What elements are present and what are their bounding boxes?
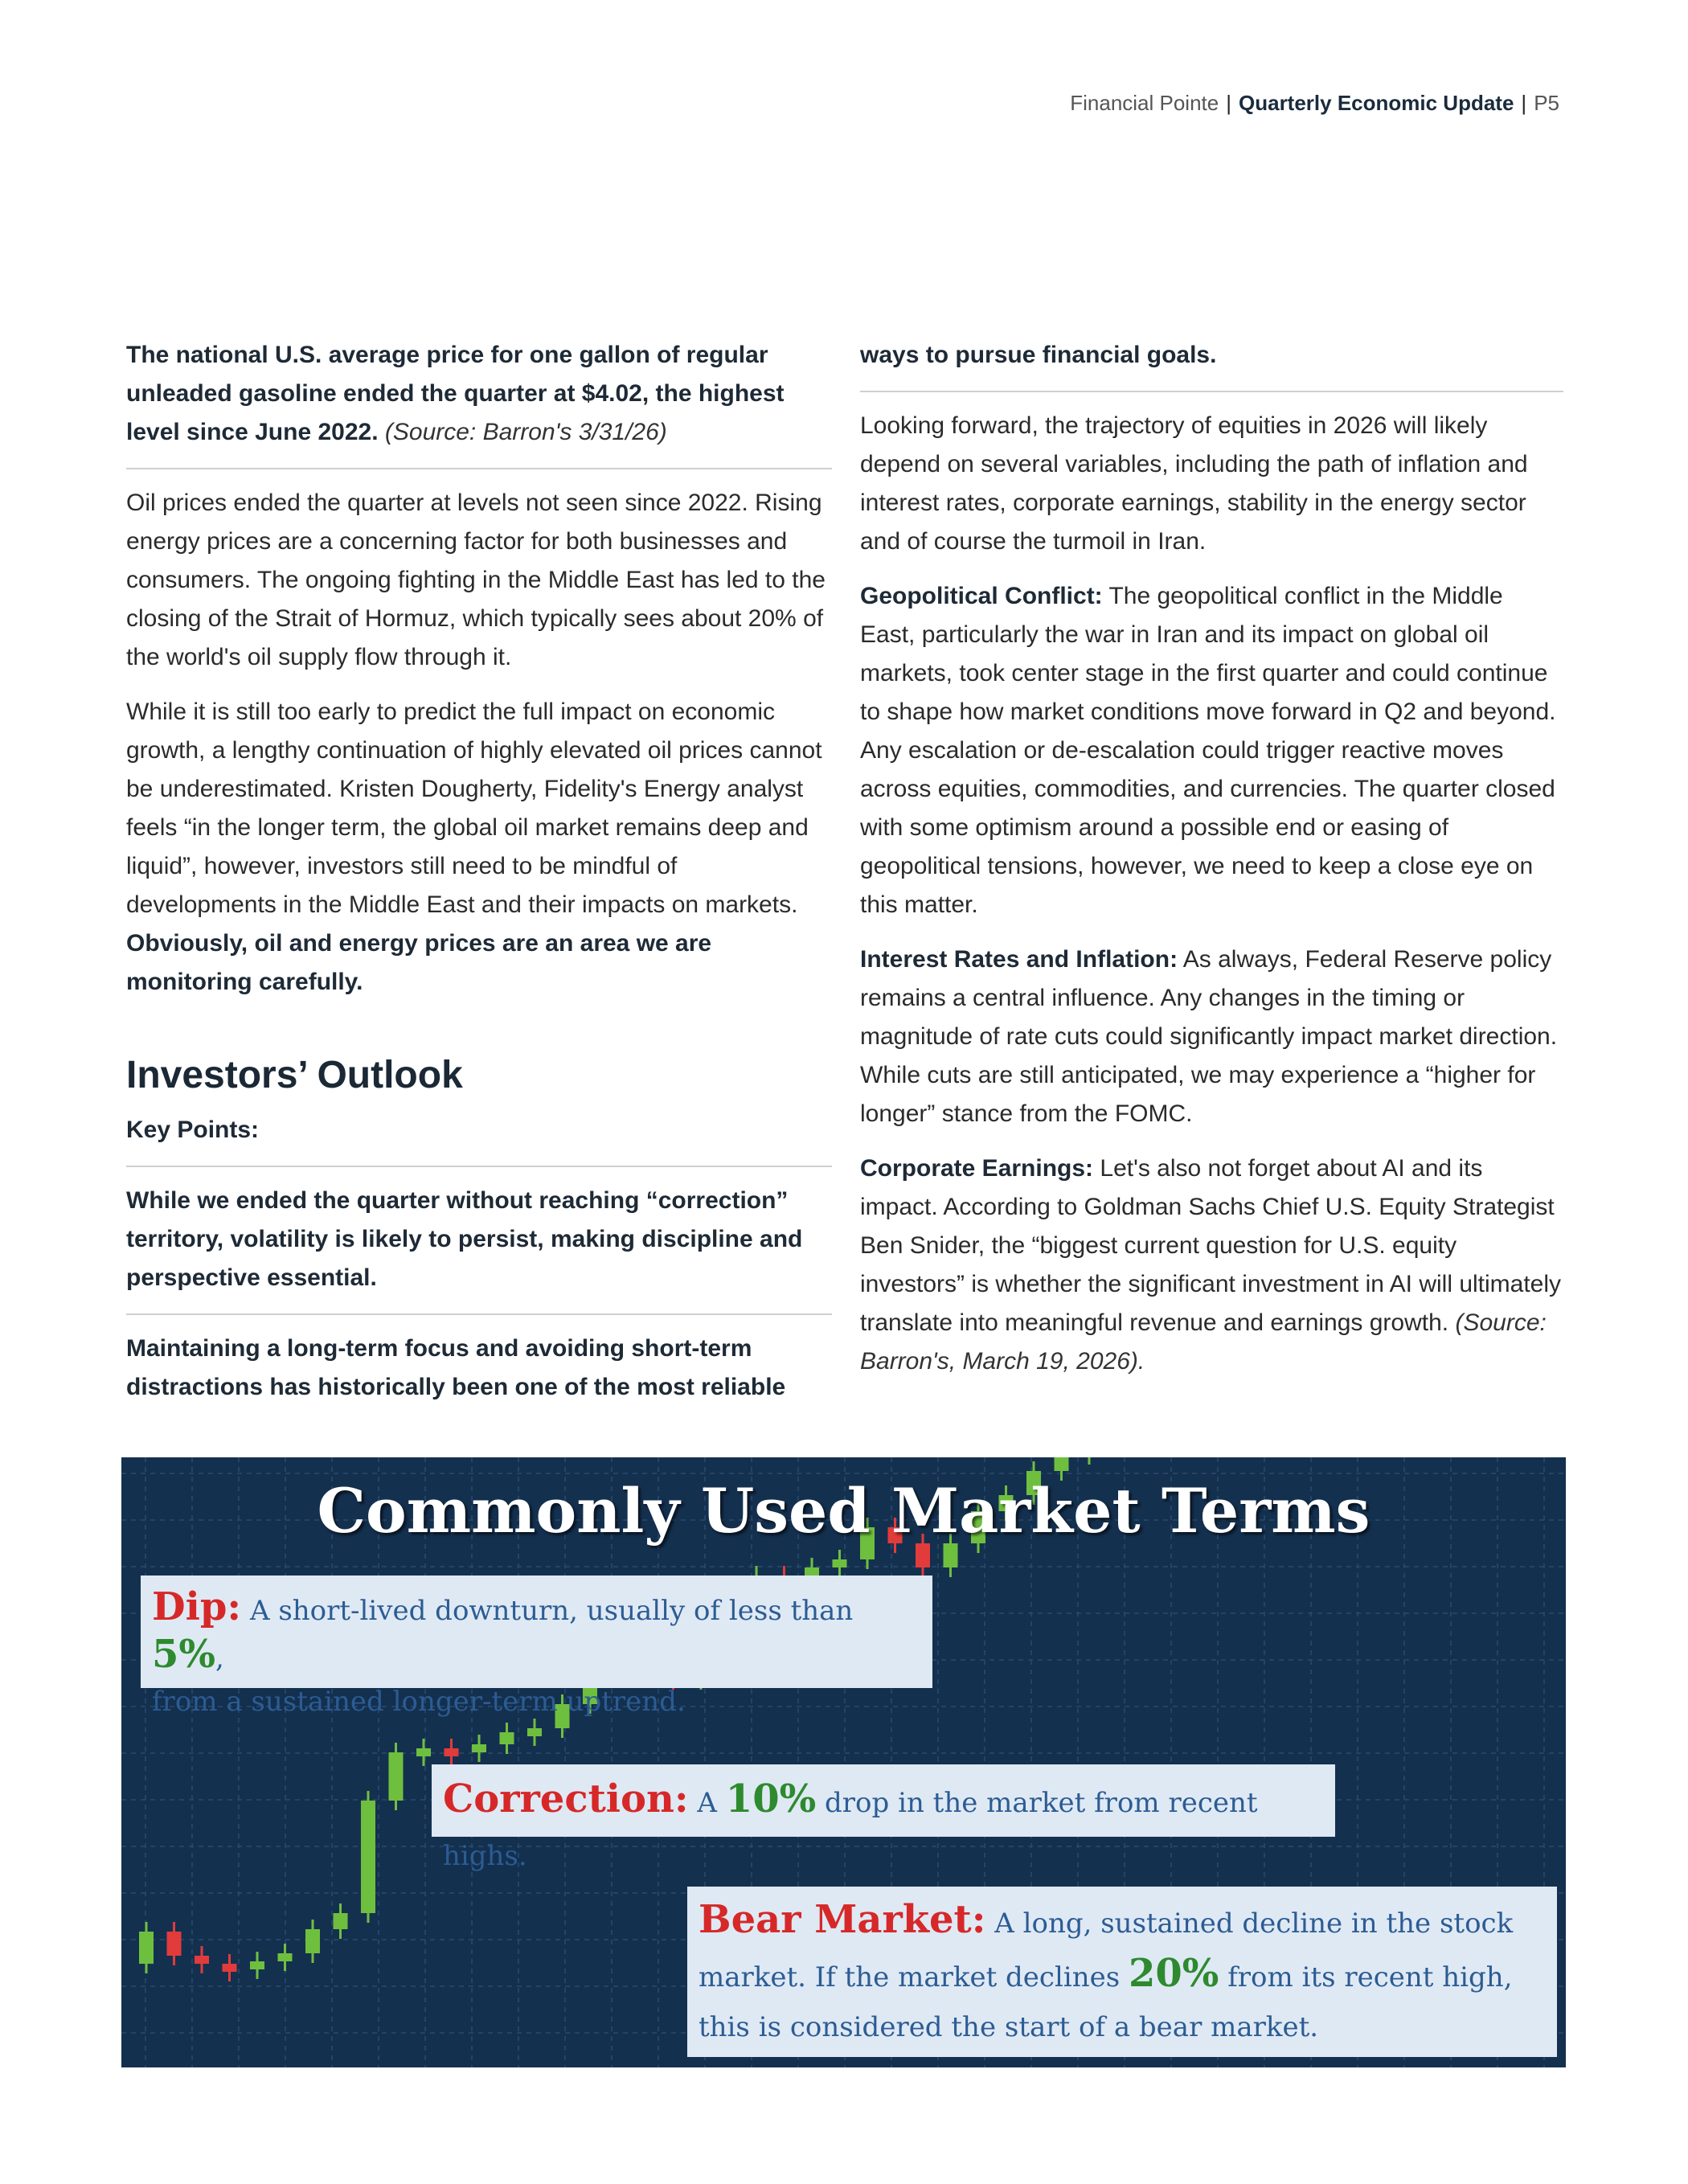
header-separator: |: [1226, 91, 1231, 115]
section-heading: Investors’ Outlook: [126, 1054, 463, 1096]
candle-up: [944, 1543, 958, 1567]
left-column: [126, 336, 832, 1423]
geopolitical-label: Geopolitical Conflict:: [860, 583, 1103, 609]
infographic-title: Commonly Used Market Terms: [317, 1475, 1370, 1547]
candle-down: [195, 1956, 209, 1964]
right-column: [860, 336, 1563, 1397]
bear-market-term: Bear Market:: [699, 1897, 986, 1942]
divider: [860, 391, 1563, 392]
candle-down: [445, 1748, 459, 1756]
oil-paragraph: Oil prices ended the quarter at levels not seen since 2022. Rising energy prices are a concerning factor for both businesses and consumers. The ongoing fighting in the Middle East has led to the closing of the Strait of Hormuz, which typically sees about 20% of the world's oil supply flow through it.: [126, 490, 826, 670]
candle-up: [500, 1732, 514, 1744]
callout-source: (Source: Barron's 3/31/26): [384, 419, 667, 445]
candle-up: [833, 1559, 847, 1567]
candle-up: [472, 1744, 486, 1752]
candle-up: [1055, 1457, 1069, 1471]
impact-paragraph: While it is still too early to predict the full impact on economic growth, a lengthy continuation of highly elevated oil prices cannot be underestimated. Kristen Dougherty, Fidelity's Energy analyst feels “in the longer term, the global oil market remains deep and liquid”, however, investors still need to be mindful of developments in the Middle East and their impacts on markets. Obviously, oil and energy prices are an area we are monitoring carefully.: [126, 699, 822, 995]
rates-label: Interest Rates and Inflation:: [860, 946, 1178, 973]
rates-paragraph: Interest Rates and Inflation: As always, Federal Reserve policy remains a central influence. Any changes in the timing or magnitude of rate cuts could significantly impact market direction. While cuts are still anticipated, we may experience a “higher for longer” stance from the FOMC.: [860, 946, 1558, 1127]
earnings-label: Corporate Earnings:: [860, 1155, 1094, 1182]
market-terms-infographic: [121, 1457, 1566, 2067]
correction-term: Correction:: [443, 1776, 689, 1821]
outlook-paragraph: Looking forward, the trajectory of equities in 2026 will likely depend on several variables, including the path of inflation and interest rates, corporate earnings, stability in the energy sector and of course the turmoil in Iran.: [860, 412, 1528, 555]
candle-up: [139, 1932, 154, 1964]
earnings-paragraph: Corporate Earnings: Let's also not forget about AI and its impact. According to Goldman Sachs Chief U.S. Equity Strategist Ben Snider, the “biggest current question for U.S. equity investors” is whether the significant investment in AI will ultimately translate into meaningful revenue and earnings growth. (Source: Barron's, March 19, 2026).: [860, 1155, 1562, 1375]
bear-market-definition: Bear Market: A long, sustained decline in the stock market. If the market declines 20% from its recent high, this is considered the start of a bear market.: [687, 1887, 1557, 2057]
candle-down: [167, 1932, 182, 1956]
monitoring-note: Obviously, oil and energy prices are an area we are monitoring carefully.: [126, 930, 712, 995]
candle-up: [250, 1961, 264, 1969]
candle-down: [916, 1543, 930, 1567]
earnings-source: (Source: Barron's, March 19, 2026).: [860, 1309, 1547, 1375]
candle-up: [278, 1953, 293, 1961]
correction-definition: Correction: A 10% drop in the market from recent highs.: [432, 1764, 1335, 1837]
key-point-1: While we ended the quarter without reaching “correction” territory, volatility is likely to persist, making discipline and perspective essential.: [126, 1187, 803, 1291]
candle-up: [389, 1752, 404, 1801]
dip-term: Dip:: [152, 1584, 242, 1629]
header-separator: |: [1521, 91, 1527, 115]
key-point-2: Maintaining a long-term focus and avoiding short-term distractions has historically been one of the most reliable: [126, 1335, 786, 1400]
geopolitical-paragraph: Geopolitical Conflict: The geopolitical conflict in the Middle East, particularly the war in Iran and its impact on global oil markets, took center stage in the first quarter and could continue to shape how market conditions move forward in Q2 and beyond. Any escalation or de-escalation could trigger reactive moves across equities, commodities, and currencies. The quarter closed with some optimism around a possible end or easing of geopolitical tensions, however, we need to keep a close eye on this matter.: [860, 583, 1556, 918]
candle-up: [416, 1748, 431, 1756]
correction-percent: 10%: [725, 1776, 817, 1821]
divider: [126, 468, 832, 469]
brand-name: Financial Pointe: [1070, 91, 1219, 115]
candle-up: [305, 1929, 320, 1953]
page-number: P5: [1534, 91, 1559, 115]
bear-market-percent: 20%: [1129, 1951, 1219, 1996]
divider: [126, 1166, 832, 1167]
publication-title: Quarterly Economic Update: [1239, 91, 1514, 115]
candle-up: [527, 1728, 542, 1736]
dip-percent: 5%: [152, 1632, 216, 1677]
page-header: [1070, 91, 1559, 116]
gas-price-callout: The national U.S. average price for one gallon of regular unleaded gasoline ended the quarter at $4.02, the highest level since June 2022. (Source: Barron's 3/31/26): [126, 342, 785, 445]
dip-definition: Dip: A short-lived downturn, usually of less than 5%, from a sustained longer-term uptrend.: [141, 1576, 932, 1688]
candle-up: [334, 1913, 348, 1929]
key-point-2-continued: ways to pursue financial goals.: [860, 342, 1217, 368]
divider: [126, 1313, 832, 1315]
candle-down: [223, 1964, 237, 1972]
candle-up: [361, 1801, 375, 1913]
key-points-label: Key Points:: [126, 1117, 260, 1143]
